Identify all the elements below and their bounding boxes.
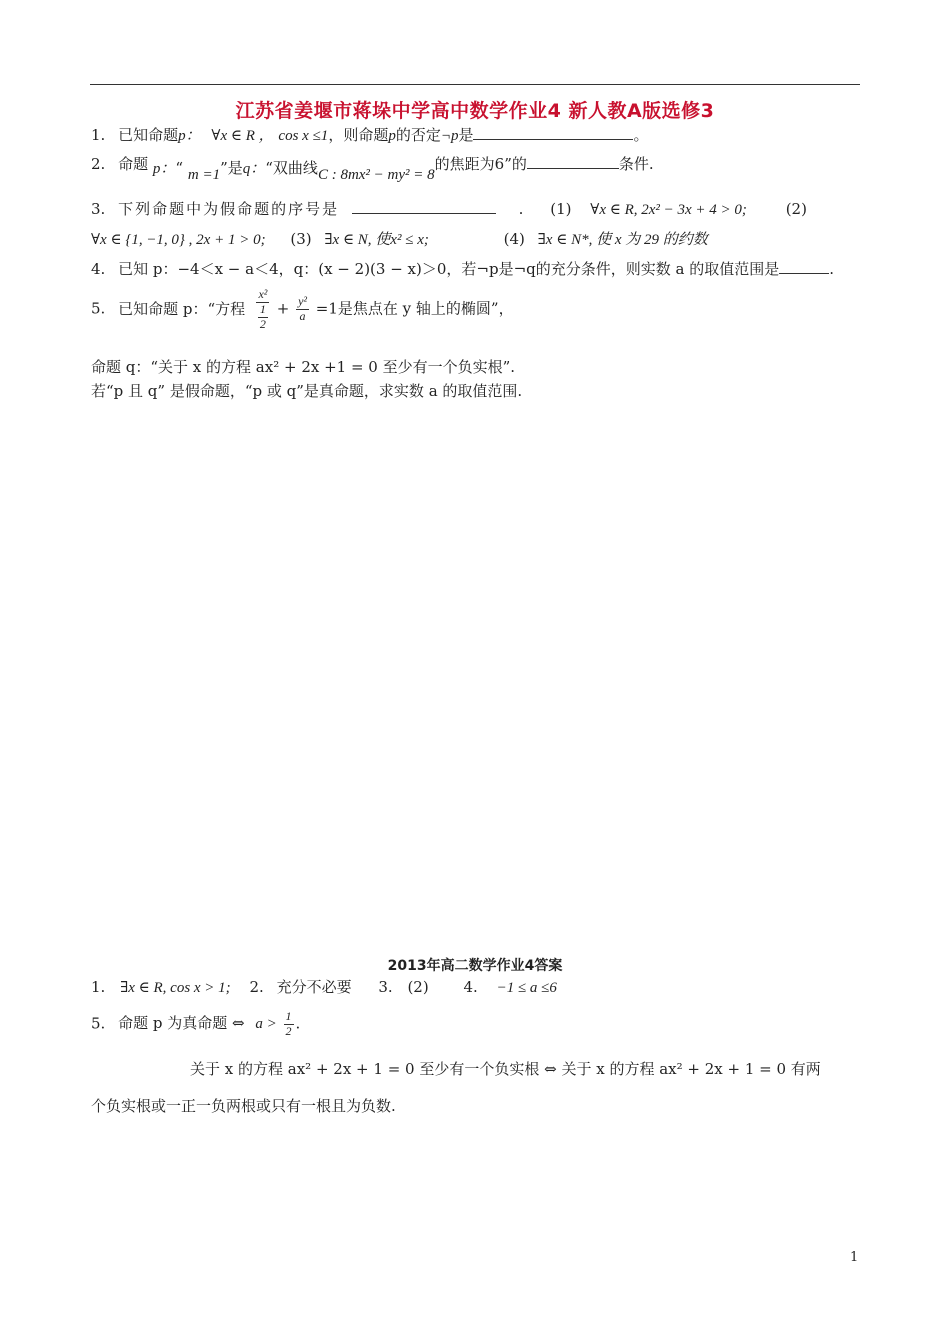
answer-number: 1. bbox=[91, 978, 106, 996]
question-text: 的否定 bbox=[395, 126, 441, 144]
question-text: 已知命题 p：“方程 bbox=[118, 299, 246, 318]
fraction bbox=[296, 295, 309, 324]
question-text: 条件. bbox=[618, 155, 654, 173]
math-expr: p bbox=[388, 128, 396, 144]
question-3-cont bbox=[91, 228, 708, 249]
question-text: 是 bbox=[458, 126, 474, 144]
question-text: “双曲线 bbox=[265, 159, 318, 177]
question-number: 3. bbox=[91, 200, 106, 218]
answer-number: 4. bbox=[463, 978, 478, 996]
math-expr: ∀x ∈ R, 2x² − 3x + 4 > 0; bbox=[590, 202, 747, 218]
question-text: 命题 bbox=[118, 155, 149, 173]
answer-paragraph-line2: 个负实根或一正一负两根或只有一根且为负数. bbox=[91, 1097, 396, 1115]
math-expr: C : 8mx² − my² = 8 bbox=[317, 167, 435, 183]
math-expr: ¬p bbox=[440, 128, 459, 144]
math-expr: a > bbox=[255, 1016, 277, 1033]
item-label: (4) bbox=[503, 230, 525, 248]
question-number: 1. bbox=[91, 126, 106, 144]
fraction-numerator: y² bbox=[298, 294, 307, 309]
question-number: 4. bbox=[91, 260, 106, 278]
math-expr: cos x ≤1 bbox=[278, 128, 329, 144]
fraction bbox=[256, 288, 270, 331]
answer-text: (2) bbox=[407, 978, 429, 996]
answer-blank bbox=[352, 213, 496, 214]
question-5-line2: 命题 q：“关于 x 的方程 ax² + 2x +1 = 0 至少有一个负实根”. bbox=[91, 358, 516, 376]
fraction-numerator: 1 bbox=[285, 1009, 292, 1023]
answer-number: 2. bbox=[249, 978, 264, 996]
answer-text: 命题 p 为真命题 ⇔ bbox=[118, 1014, 245, 1033]
fraction-numerator: 1 bbox=[259, 301, 266, 316]
answer-blank bbox=[473, 139, 633, 140]
answer-text: . bbox=[295, 1014, 301, 1033]
math-expr: m =1 bbox=[187, 167, 221, 183]
math-operator: + bbox=[276, 299, 290, 318]
question-number: 2. bbox=[91, 155, 106, 173]
question-number: 5. bbox=[91, 299, 106, 318]
question-text: ，则命题 bbox=[328, 126, 389, 144]
question-text: 已知 p：−4＜x − a＜4，q：(x − 2)(3 − x)＞0，若¬p是¬q的充分条件，则实数 a 的取值范围是 bbox=[118, 260, 780, 278]
answers-row-1 bbox=[91, 976, 557, 997]
fraction bbox=[284, 1010, 294, 1039]
math-expr: ∀x ∈ R ， bbox=[211, 128, 274, 144]
fraction-denominator bbox=[256, 303, 270, 332]
answer-number: 3. bbox=[378, 978, 393, 996]
question-text: 的焦距为6”的 bbox=[434, 155, 527, 173]
question-2 bbox=[91, 153, 654, 183]
question-3 bbox=[91, 198, 807, 219]
question-text: =1是焦点在 y 轴上的椭圆”， bbox=[315, 299, 514, 318]
math-expr: ∀x ∈ {1, −1, 0} , 2x + 1 > 0; bbox=[91, 232, 266, 248]
math-expr: p： bbox=[152, 161, 176, 177]
question-5-line3: 若“p 且 q” 是假命题，“p 或 q”是真命题，求实数 a 的取值范围. bbox=[91, 382, 523, 400]
math-expr: p： bbox=[178, 128, 201, 144]
question-text: 下列命题中为假命题的序号是 bbox=[118, 200, 340, 218]
answer-blank bbox=[527, 168, 619, 169]
math-expr: ∃x ∈ N*, 使 x 为 29 的约数 bbox=[537, 232, 708, 248]
question-1 bbox=[91, 124, 649, 145]
fraction-numerator: x² bbox=[258, 287, 268, 301]
header-rule bbox=[90, 84, 860, 85]
question-text: 已知命题 bbox=[118, 126, 179, 144]
answer-text: ∃x ∈ R, cos x > 1; bbox=[120, 980, 231, 996]
item-label: (3) bbox=[290, 230, 312, 248]
answer-number: 5. bbox=[91, 1014, 106, 1033]
item-label: (1) bbox=[550, 200, 572, 218]
question-text: . bbox=[829, 260, 834, 278]
question-text: 。 bbox=[633, 126, 649, 144]
answers-row-5 bbox=[91, 1010, 300, 1039]
math-expr: q： bbox=[242, 161, 266, 177]
question-5 bbox=[91, 288, 514, 331]
item-label: (2) bbox=[785, 200, 807, 218]
fraction-denominator: a bbox=[299, 309, 306, 324]
answer-text: 充分不必要 bbox=[276, 978, 352, 996]
answers-title: 2013年高二数学作业4答案 bbox=[387, 958, 563, 974]
fraction-denominator: 2 bbox=[259, 316, 266, 331]
page-number: 1 bbox=[850, 1250, 859, 1265]
question-text: “ bbox=[175, 159, 184, 177]
answer-blank bbox=[779, 273, 829, 274]
answer-paragraph-line1: 关于 x 的方程 ax² + 2x + 1 = 0 至少有一个负实根 ⇔ 关于 x 的方程 ax² + 2x + 1 = 0 有两 bbox=[190, 1060, 821, 1078]
question-text: ”是 bbox=[220, 159, 243, 177]
math-expr: ∃x ∈ N, 使x² ≤ x; bbox=[324, 232, 429, 248]
question-4 bbox=[91, 258, 834, 279]
question-text: . bbox=[518, 200, 524, 218]
page-title: 江苏省姜堰市蒋垛中学高中数学作业4 新人教A版选修3 bbox=[235, 100, 715, 122]
fraction-denominator: 2 bbox=[285, 1023, 292, 1038]
answer-text: −1 ≤ a ≤6 bbox=[496, 980, 557, 996]
